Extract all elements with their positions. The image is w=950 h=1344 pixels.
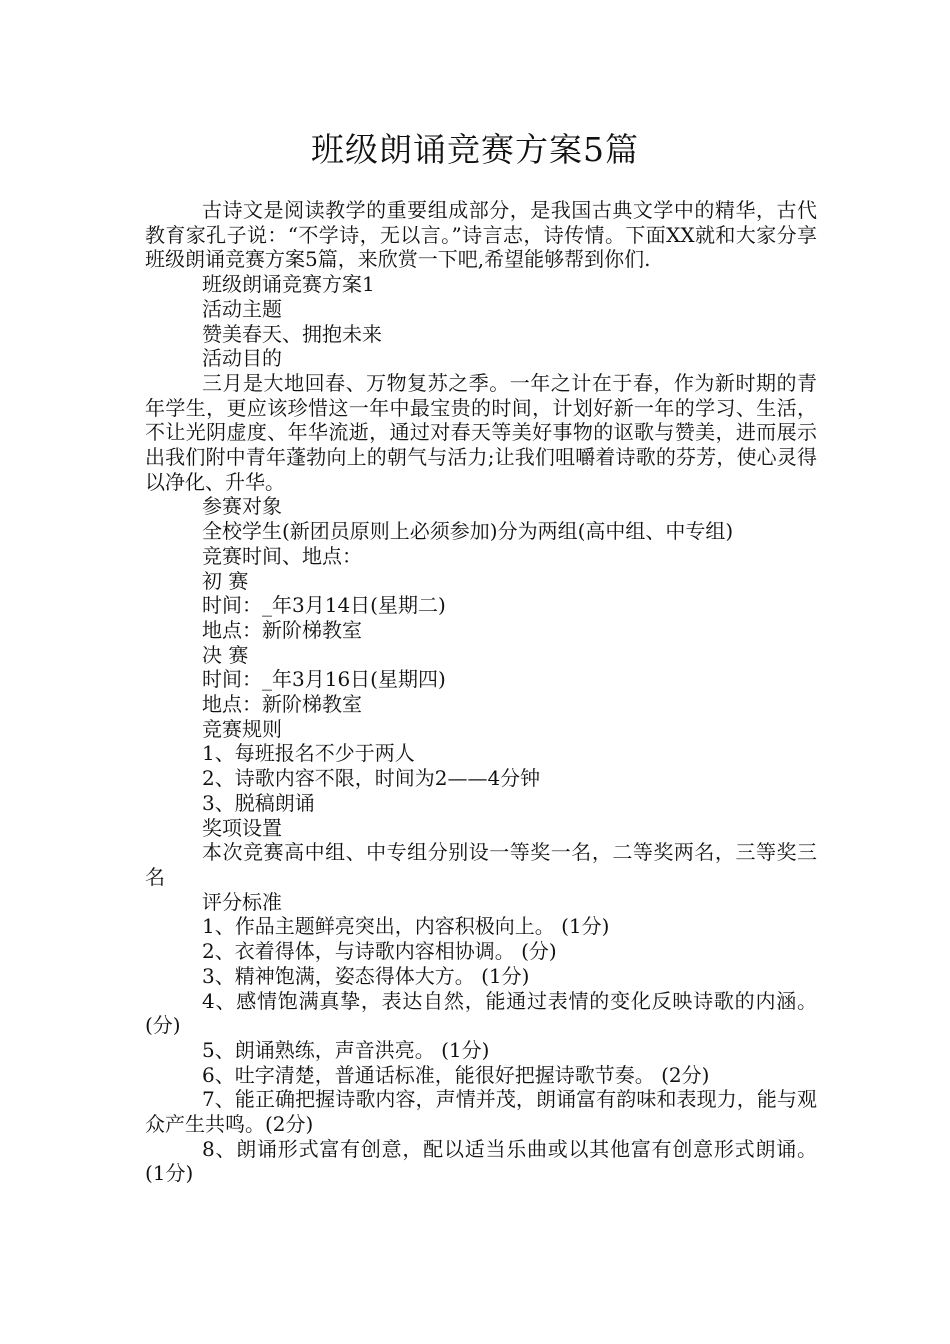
paragraph-awards-heading: 奖项设置 [202, 815, 282, 840]
paragraph-score-5: 5、朗诵熟练，声音洪亮。 (1分) [202, 1037, 490, 1062]
paragraph-preliminary: 初 赛 [202, 568, 249, 593]
paragraph-awards: 本次竞赛高中组、中专组分别设一等奖一名，二等奖两名，三等奖三名 [145, 840, 817, 889]
paragraph-final-place: 地点：新阶梯教室 [202, 692, 362, 717]
paragraph-time-place-heading: 竞赛时间、地点： [202, 543, 362, 568]
paragraph-purpose: 三月是大地回春、万物复苏之季。一年之计在于春，作为新时期的青年学生，更应该珍惜这一年中最宝贵的时间，计划好新一年的学习、生活，不让光阴虚度、年华流逝，通过对春天等美好事物的讴歌与赞美，进而展示出我们附中青年蓬勃向上的朝气与活力;让我们咀嚼着诗歌的芬芳，使心灵得以净化、升华。 [145, 370, 817, 494]
paragraph-score-1: 1、作品主题鲜亮突出，内容积极向上。 (1分) [202, 914, 610, 939]
paragraph-final-time: 时间：_年3月16日(星期四) [202, 667, 446, 692]
paragraph-theme-heading: 活动主题 [202, 296, 282, 321]
paragraph-score-3: 3、精神饱满，姿态得体大方。 (1分) [202, 963, 530, 988]
paragraph-preliminary-time: 时间：_年3月14日(星期二) [202, 593, 446, 618]
paragraph-score-4: 4、感情饱满真挚，表达自然，能通过表情的变化反映诗歌的内涵。 (分) [145, 988, 817, 1038]
paragraph-purpose-heading: 活动目的 [202, 346, 282, 371]
paragraph-preliminary-place: 地点：新阶梯教室 [202, 617, 362, 642]
paragraph-participants: 全校学生(新团员原则上必须参加)分为两组(高中组、中专组) [202, 519, 734, 544]
paragraph-rule-3: 3、脱稿朗诵 [202, 790, 315, 815]
paragraph-score-2: 2、衣着得体，与诗歌内容相协调。 (分) [202, 939, 557, 964]
paragraph-score-6: 6、吐字清楚，普通话标准，能很好把握诗歌节奏。 (2分) [202, 1062, 710, 1087]
paragraph-rule-1: 1、每班报名不少于两人 [202, 741, 415, 766]
paragraph-rules-heading: 竞赛规则 [202, 716, 282, 741]
paragraph-score-7: 7、能正确把握诗歌内容，声情并茂，朗诵富有韵味和表现力，能与观众产生共鸣。(2分) [145, 1087, 817, 1137]
paragraph-plan-heading: 班级朗诵竞赛方案1 [202, 272, 375, 297]
document-title: 班级朗诵竞赛方案5篇 [311, 130, 639, 169]
paragraph-theme: 赞美春天、拥抱未来 [202, 321, 382, 346]
document-body [145, 198, 817, 1186]
paragraph-intro: 古诗文是阅读教学的重要组成部分，是我国古典文学中的精华，古代教育家孔子说：“不学诗，无以言。”诗言志，诗传情。下面XX就和大家分享班级朗诵竞赛方案5篇，来欣赏一下吧,希望能够帮到你们. [145, 198, 817, 272]
paragraph-rule-2: 2、诗歌内容不限，时间为2——4分钟 [202, 766, 541, 791]
paragraph-scoring-heading: 评分标准 [202, 889, 282, 914]
paragraph-score-8: 8、朗诵形式富有创意，配以适当乐曲或以其他富有创意形式朗诵。 (1分) [145, 1136, 817, 1186]
paragraph-final: 决 赛 [202, 642, 249, 667]
paragraph-participants-heading: 参赛对象 [202, 494, 282, 519]
